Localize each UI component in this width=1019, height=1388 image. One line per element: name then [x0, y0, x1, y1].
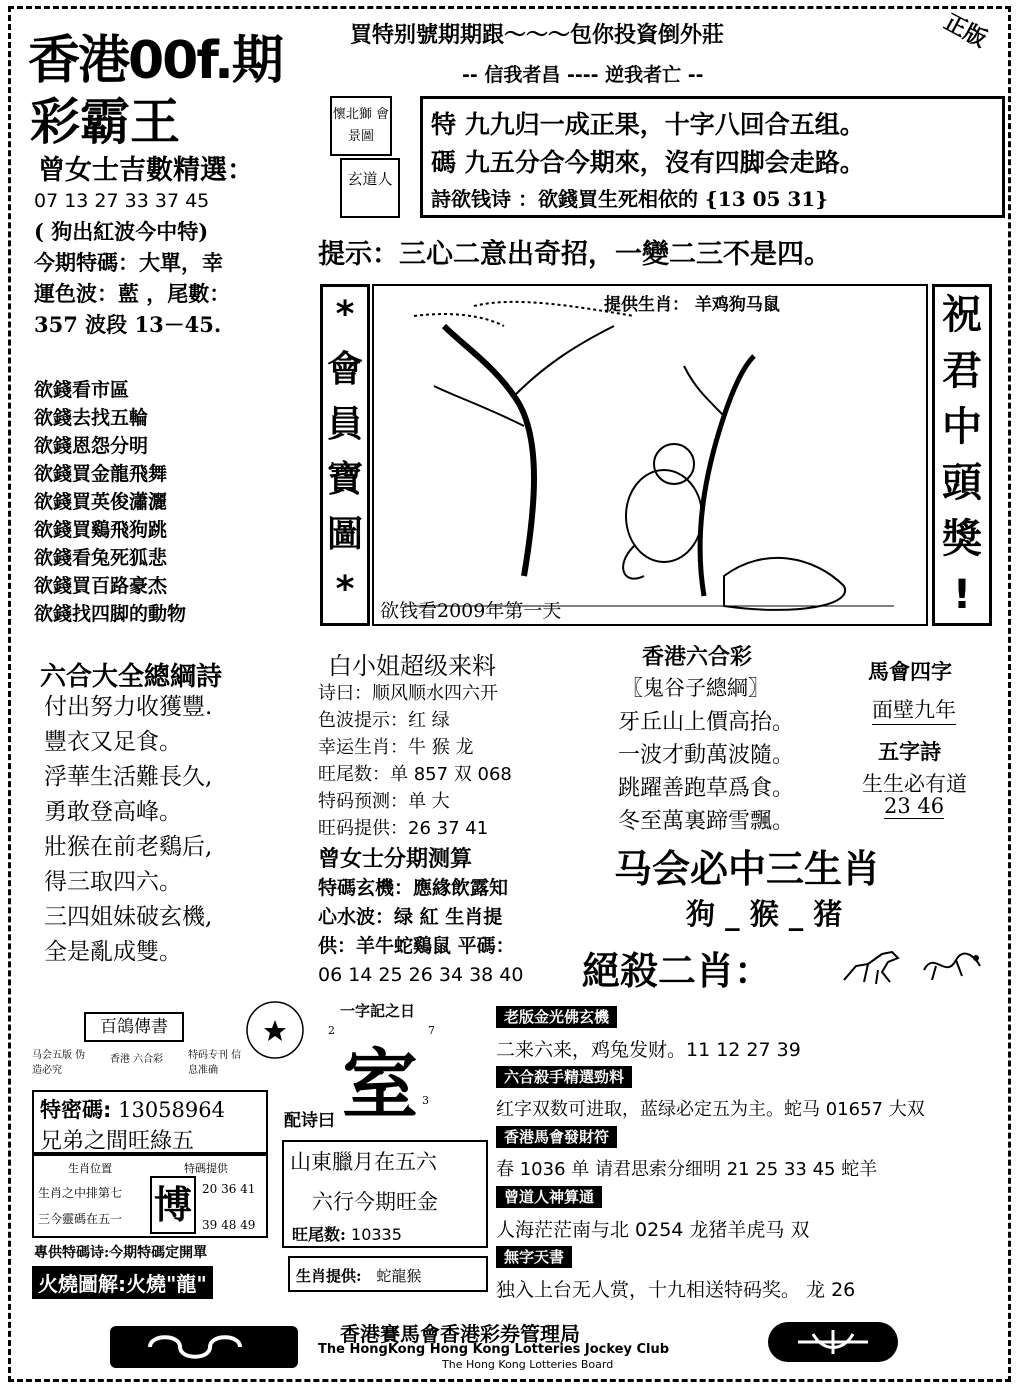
info-tag: 老版金光佛玄機 [496, 1006, 617, 1028]
info-row [496, 1126, 1006, 1186]
grid-h1: 生肖位置 [68, 1162, 112, 1175]
poem-line: 付出努力收獲豐. [44, 694, 213, 720]
side-right-char: 獎 [942, 516, 982, 562]
word-title: 一字記之日 [340, 1002, 416, 1020]
three-zodiac-title: 马会必中三生肖 [614, 847, 881, 891]
poem-lines [44, 690, 212, 970]
zodiac-line [296, 1265, 421, 1286]
bai-lines [318, 680, 512, 842]
stamp-top-text: 懷北獅 會景圖 [332, 107, 390, 144]
grid-r1: 生肖之中排第七 [38, 1186, 123, 1200]
side-left-box [320, 284, 370, 626]
zeng-title: 曾女士分期测算 [318, 847, 473, 872]
footer-logo-right [768, 1322, 898, 1362]
info-row [496, 1246, 1006, 1306]
money-item: 欲錢買金龍飛舞 [34, 463, 168, 485]
special-line2 [431, 143, 865, 179]
member-picture [372, 284, 928, 626]
grid-n1: 20 36 41 [202, 1182, 256, 1196]
special-text3: ：欲錢買生死相依的 {13 05 31} [517, 187, 829, 211]
left-heading: 曾女士吉數精選： [38, 155, 254, 186]
special-box [420, 96, 1005, 218]
special-label2: 碼 [431, 148, 457, 177]
pigeon-box [84, 1012, 184, 1042]
special-text2: 九五分合今期來，沒有四脚会走路。 [464, 148, 865, 177]
left-line: ( 狗出紅波今中特) [34, 219, 209, 244]
picture-caption-bottom: 欲钱看2009年第一天 [380, 600, 562, 622]
side-left-char: 會 [326, 349, 363, 390]
hk-line: 冬至萬裏蹄雪飄。 [618, 809, 795, 834]
poem-line: 浮華生活難長久, [44, 764, 213, 790]
bai-title: 白小姐超级来料 [328, 652, 496, 680]
main-title: 香港00f.期 [28, 31, 282, 91]
tail-line [292, 1222, 402, 1245]
tail-value: 10335 [351, 1225, 402, 1244]
tm-label: 特密碼: [40, 1098, 112, 1122]
side-left-char: 寶 [326, 459, 363, 500]
poem-line: 豐衣又足食。 [44, 729, 182, 755]
special-label3: 詩欲钱诗 [431, 187, 511, 211]
info-row [496, 1006, 1006, 1066]
stamp-bottom-text: 玄道人 [347, 170, 393, 188]
bai-line: 诗曰：顺风顺水四六开 [318, 683, 498, 704]
info-tag: 香港馬會發財符 [496, 1126, 617, 1148]
mid-line1: 山東臘月在五六 [290, 1150, 437, 1174]
pair-label: 配诗曰 [284, 1111, 335, 1131]
stamp-note-mid: 香港 六合彩 [110, 1054, 164, 1065]
poem-line: 勇敢登高峰。 [44, 799, 182, 825]
zeng-lines [318, 874, 523, 990]
right-text2: 生生必有道 [862, 772, 967, 796]
horse-icon [838, 944, 908, 988]
grid-r2: 三今靈碼在五一 [38, 1212, 123, 1226]
side-right-char: 中 [942, 404, 982, 450]
pigeon-text: 百鴿傳書 [100, 1017, 168, 1037]
info-tag: 曾道人神算通 [496, 1186, 602, 1208]
left-line: 357 波段 13－45. [34, 312, 222, 337]
side-left [323, 287, 367, 617]
info-tag: 無字天書 [496, 1246, 572, 1268]
bai-line: 旺码提供：26 37 41 [318, 818, 489, 839]
tm-line [40, 1094, 225, 1124]
picture-caption-top: 提供生肖： 羊鸡狗马鼠 [604, 295, 780, 315]
side-left-char: 圖 [326, 514, 363, 555]
money-list [34, 376, 186, 628]
zeng-line: 心水波：绿 紅 生肖提 [318, 906, 503, 928]
side-left-char: * [335, 294, 355, 335]
top-slogan: 買特别號期期跟～～～包你投資倒外莊 [350, 22, 725, 48]
brother-text: 兄弟之間旺綠五 [40, 1129, 195, 1154]
subtitle: 彩霸王 [30, 93, 180, 151]
zodiac-box [288, 1256, 488, 1292]
mid-box [282, 1140, 488, 1248]
footer-en1: The HongKong Hong Kong Lotteries Jockey Club [318, 1342, 670, 1357]
info-text: 春 1036 单 请君思索分细明 21 25 33 45 蛇羊 [496, 1159, 878, 1180]
lottery-logo-icon [768, 1322, 898, 1362]
bai-line: 特码预测：单 大 [318, 791, 450, 812]
side-left-char: * [335, 569, 355, 610]
side-right-char: 君 [942, 348, 982, 394]
grid-char: 博 [150, 1176, 196, 1234]
three-zodiac-animals: 狗 _ 猴 _ 猪 [686, 897, 843, 931]
info-row [496, 1186, 1006, 1246]
grid-h2: 特碼提供 [184, 1162, 228, 1175]
info-tag: 六合殺手精選勁料 [496, 1066, 632, 1088]
grid-n2: 39 48 49 [202, 1218, 256, 1232]
hk-subtitle: 〖鬼谷子總綱〗 [622, 676, 769, 700]
special-line3 [431, 183, 828, 212]
edition-badge: 正版 [939, 9, 991, 53]
lucky-numbers: 07 13 27 33 37 45 [34, 190, 210, 212]
poem-line: 三四姐妹破玄機, [44, 904, 213, 930]
special-label1: 特 [431, 110, 457, 139]
stamp-top [330, 96, 392, 156]
zodiac-label: 生肖提供: [296, 1267, 362, 1285]
hk-line: 跳躍善跑草爲食。 [618, 776, 795, 801]
side-right-char: ! [952, 572, 972, 618]
money-item: 欲錢恩怨分明 [34, 435, 149, 457]
tagline: -- 信我者昌 ---- 逆我者亡 -- [462, 64, 704, 86]
bai-line: 幸运生肖：牛 猴 龙 [318, 737, 474, 758]
special-line1 [431, 105, 865, 141]
left-line: 運色波：藍 ，尾數： [34, 281, 231, 306]
left-line: 今期特碼：大單，幸 [34, 250, 223, 275]
left-lines [34, 216, 230, 340]
right-title2: 五字詩 [878, 740, 941, 764]
right-text1: 面壁九年 [872, 694, 956, 725]
poem-title: 六合大全總綱詩 [40, 662, 223, 692]
zodiac-value: 蛇龍猴 [376, 1267, 422, 1285]
side-right-char: 祝 [942, 292, 982, 338]
tm-value: 13058964 [118, 1098, 225, 1122]
info-text: 二来六来，鸡兔发财。11 12 27 39 [496, 1039, 801, 1061]
side-right [935, 287, 989, 623]
side-right-box [932, 284, 992, 626]
bai-line: 色波提示：红 绿 [318, 710, 450, 731]
info-text: 独入上台无人赏，十九相送特码奖。 龙 26 [496, 1279, 856, 1301]
word-num7: 7 [428, 1024, 435, 1037]
dragon-icon [916, 940, 986, 988]
info-row [496, 1066, 1006, 1126]
monkey-tree-illustration [374, 286, 926, 624]
hint: 提示：三心二意出奇招，一變二三不是四。 [318, 239, 831, 270]
bai-line: 旺尾数：单 857 双 068 [318, 764, 512, 785]
grid-box [32, 1154, 268, 1238]
info-text: 人海茫茫南与北 0254 龙猪羊虎马 双 [496, 1219, 810, 1241]
zeng-line: 06 14 25 26 34 38 40 [318, 964, 524, 986]
tm-box [32, 1090, 268, 1154]
hk-line: 一波才動萬波隨。 [618, 743, 795, 768]
special-text1: 九九归一成正果，十字八回合五组。 [464, 110, 865, 139]
hkjc-logo-icon [110, 1326, 298, 1368]
word-num3: 3 [422, 1094, 429, 1107]
kill-two-title: 絕殺二肖： [582, 949, 773, 993]
stamp-note-left: 马会五版 伪造必究 [32, 1050, 86, 1076]
poem-line: 壯猴在前老鷄后, [44, 834, 213, 860]
mid-line2: 六行今期旺金 [312, 1190, 438, 1214]
right-title1: 馬會四字 [868, 660, 952, 684]
money-item: 欲錢買英俊瀟灑 [34, 491, 168, 513]
poem-note: 專供特碼诗:今期特碼定開單 [34, 1245, 208, 1261]
hk-line: 牙丘山上價高抬。 [618, 710, 795, 735]
money-item: 欲錢看兔死狐悲 [34, 547, 168, 569]
stamp-bottom [340, 158, 400, 218]
big-character: 室 [342, 1040, 418, 1129]
hk-title: 香港六合彩 [642, 645, 753, 670]
footer-en2: The Hong Kong Lotteries Board [442, 1358, 614, 1371]
side-right-char: 頭 [942, 460, 982, 506]
side-left-char: 員 [326, 404, 363, 445]
money-item: 欲錢買鷄飛狗跳 [34, 519, 168, 541]
money-item: 欲錢去找五輪 [34, 407, 149, 429]
poem-line: 全是亂成雙。 [44, 939, 182, 965]
hk-lines [618, 706, 794, 838]
poem-line: 得三取四六。 [44, 869, 182, 895]
money-item: 欲錢找四脚的動物 [34, 603, 187, 625]
zeng-line: 特碼玄機：應緣飲露知 [318, 877, 509, 899]
tail-label: 旺尾数: [292, 1225, 346, 1244]
footer-logo-left [110, 1326, 298, 1368]
footer-cn: 香港賽馬會香港彩券管理局 [340, 1322, 580, 1346]
bottom-right-list [496, 1006, 1006, 1306]
money-item: 欲錢看市區 [34, 379, 130, 401]
fire-banner: 火燒圖解:火燒"龍" [32, 1266, 213, 1299]
money-item: 欲錢買百路豪杰 [34, 575, 168, 597]
right-nums: 23 46 [884, 794, 945, 818]
word-num2: 2 [328, 1024, 335, 1037]
stamp-note-right: 特码专刊 信息准确 [188, 1050, 242, 1076]
zeng-line: 供：羊牛蛇鷄鼠 平碼： [318, 935, 515, 957]
info-text: 红字双数可进取，蓝绿必定五为主。蛇马 01657 大双 [496, 1099, 925, 1120]
